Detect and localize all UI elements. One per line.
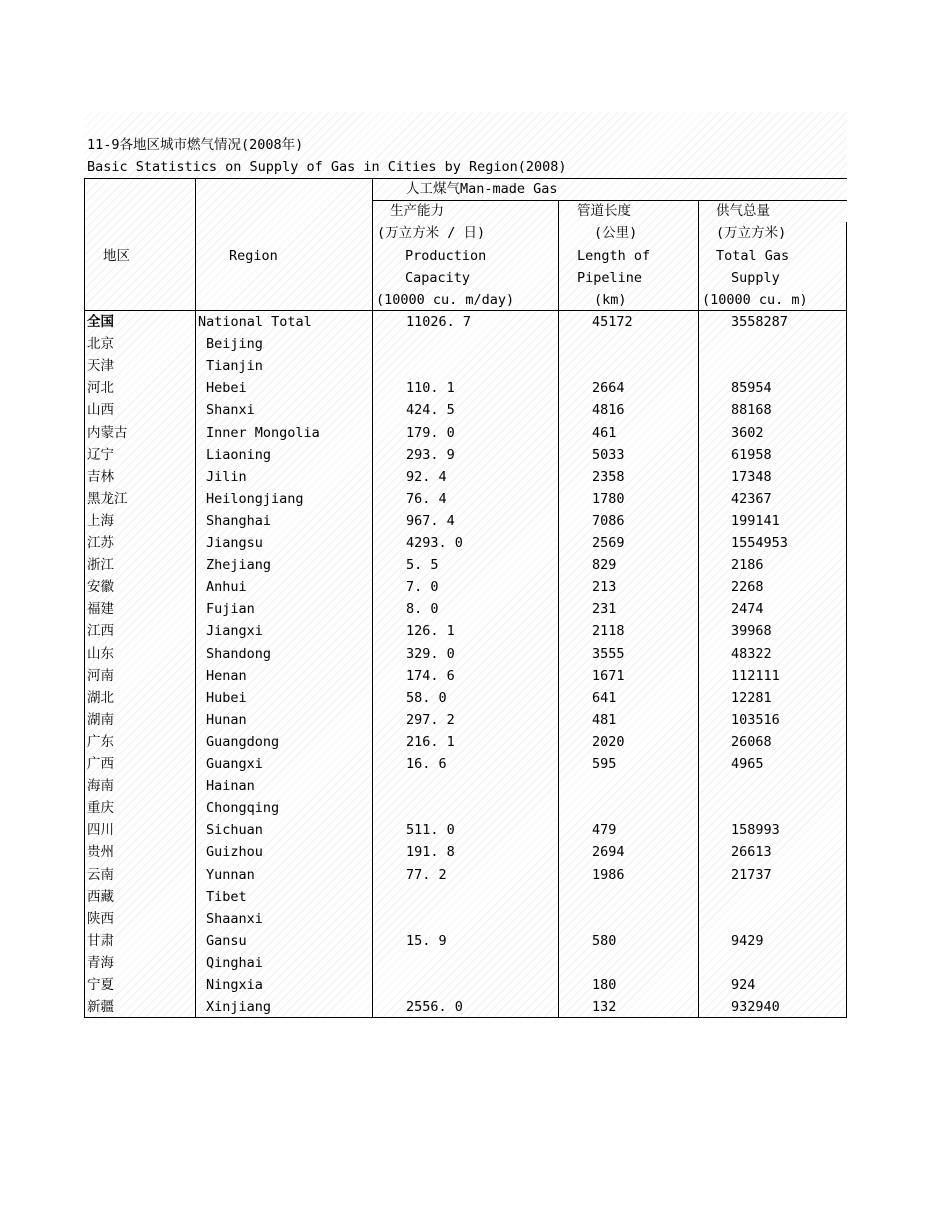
region-name-en: Henan: [206, 667, 247, 684]
region-name-en: Beijing: [206, 336, 263, 353]
pipeline-length-cell: 595: [592, 756, 617, 772]
table-row: [0, 687, 950, 709]
region-name-zh: 云南: [87, 866, 114, 883]
region-name-zh: 湖南: [87, 711, 114, 728]
table-row: [0, 974, 950, 996]
pipeline-length-cell: 2694: [592, 844, 625, 861]
region-name-zh: 湖北: [87, 689, 114, 706]
table-row: [0, 665, 950, 687]
region-name-en: Sichuan: [206, 822, 263, 839]
table-row: [0, 422, 950, 444]
region-name-en: Inner Mongolia: [206, 424, 320, 441]
table-row: [0, 797, 950, 819]
region-name-en: Xinjiang: [206, 999, 272, 1016]
region-name-zh: 黑龙江: [87, 490, 128, 507]
production-capacity-cell: 15. 9: [406, 932, 447, 949]
table-row: [0, 576, 950, 598]
pipeline-length-cell: 641: [592, 689, 617, 706]
region-name-en: Heilongjiang: [206, 490, 304, 507]
pipeline-length-cell: 2664: [592, 380, 625, 397]
pipeline-length-cell: 2020: [592, 733, 625, 750]
production-capacity-cell: 126. 1: [406, 623, 455, 640]
region-name-zh: 安徽: [87, 579, 114, 596]
region-name-en: Hainan: [206, 778, 255, 795]
table-title-zh: 11-9各地区城市燃气情况(2008年): [87, 137, 304, 153]
region-name-zh: 西藏: [87, 888, 114, 905]
production-capacity-cell: 179. 0: [406, 424, 455, 441]
production-capacity-cell: 293. 9: [406, 446, 455, 463]
region-name-en: Chongqing: [206, 800, 280, 817]
table-row: [0, 377, 950, 399]
region-name-zh: 浙江: [87, 557, 114, 574]
gas-supply-cell: 12281: [731, 689, 772, 706]
pipeline-length-cell: 580: [592, 932, 617, 949]
table-row: [0, 643, 950, 665]
region-name-zh: 青海: [87, 954, 114, 971]
pipeline-length-cell: 829: [592, 557, 617, 574]
gas-supply-cell: 924: [731, 977, 756, 993]
pipeline-length-cell: 2118: [592, 623, 625, 640]
gas-supply-cell: 103516: [731, 711, 780, 728]
table-row: [0, 488, 950, 510]
table-row: [0, 355, 950, 377]
table-row: [0, 444, 950, 466]
table-row: [0, 532, 950, 554]
region-name-en: Guangxi: [206, 756, 263, 772]
region-name-en: Gansu: [206, 932, 247, 949]
table-row: [0, 753, 950, 775]
gas-supply-cell: 2268: [731, 579, 764, 596]
gas-supply-cell: 3602: [731, 424, 764, 441]
header-region-en: Region: [229, 248, 278, 264]
table-row: [0, 311, 950, 333]
table-row: [0, 399, 950, 421]
gas-supply-cell: 3558287: [731, 314, 788, 330]
production-capacity-cell: 511. 0: [406, 822, 455, 839]
region-name-zh: 江西: [87, 623, 114, 640]
table-row: [0, 996, 950, 1018]
region-name-en: Qinghai: [206, 954, 263, 971]
region-name-zh: 河北: [87, 380, 114, 397]
region-name-en: Liaoning: [206, 446, 272, 463]
table-row: [0, 620, 950, 642]
production-capacity-cell: 5. 5: [406, 557, 439, 574]
pipeline-length-cell: 1986: [592, 866, 625, 883]
production-capacity-cell: 2556. 0: [406, 999, 463, 1016]
production-capacity-cell: 7. 0: [406, 579, 439, 596]
header-man-made-gas: 人工煤气Man-made Gas: [406, 181, 558, 197]
gas-supply-cell: 932940: [731, 999, 780, 1016]
region-name-en: Shanghai: [206, 512, 272, 529]
table-row: [0, 466, 950, 488]
gas-supply-cell: 112111: [731, 667, 780, 684]
pipeline-length-cell: 213: [592, 579, 617, 596]
table-row: [0, 709, 950, 731]
pipeline-length-cell: 481: [592, 711, 617, 728]
region-name-zh: 宁夏: [87, 977, 114, 993]
region-name-en: Shaanxi: [206, 910, 263, 927]
gas-supply-cell: 26613: [731, 844, 772, 861]
table-row: [0, 930, 950, 952]
region-name-en: Anhui: [206, 579, 247, 596]
table-row: [0, 864, 950, 886]
region-name-en: Tianjin: [206, 358, 263, 375]
region-name-en: Zhejiang: [206, 557, 272, 574]
region-name-zh: 新疆: [87, 999, 114, 1016]
region-name-en: Shanxi: [206, 402, 255, 419]
region-name-zh: 吉林: [87, 468, 114, 485]
region-name-zh: 广西: [87, 756, 114, 772]
table-row: [0, 554, 950, 576]
gas-supply-cell: 88168: [731, 402, 772, 419]
production-capacity-cell: 77. 2: [406, 866, 447, 883]
production-capacity-cell: 16. 6: [406, 756, 447, 772]
region-name-en: Tibet: [206, 888, 247, 905]
region-name-zh: 天津: [87, 358, 114, 375]
pipeline-length-cell: 461: [592, 424, 617, 441]
gas-supply-cell: 1554953: [731, 535, 788, 551]
region-name-zh: 辽宁: [87, 446, 114, 463]
pipeline-length-cell: 1671: [592, 667, 625, 684]
table-row: [0, 819, 950, 841]
table-row: [0, 952, 950, 974]
gas-supply-cell: 39968: [731, 623, 772, 640]
gas-supply-cell: 158993: [731, 822, 780, 839]
production-capacity-cell: 76. 4: [406, 490, 447, 507]
gas-supply-cell: 48322: [731, 645, 772, 662]
gas-supply-cell: 199141: [731, 512, 780, 529]
region-name-en: Yunnan: [206, 866, 255, 883]
region-name-zh: 贵州: [87, 844, 114, 861]
gas-supply-cell: 9429: [731, 932, 764, 949]
table-row: [0, 731, 950, 753]
pipeline-length-cell: 45172: [592, 314, 633, 330]
pipeline-length-cell: 7086: [592, 512, 625, 529]
gas-supply-cell: 61958: [731, 446, 772, 463]
production-capacity-cell: 4293. 0: [406, 535, 463, 551]
region-name-en: Fujian: [206, 601, 255, 618]
region-name-zh: 上海: [87, 512, 114, 529]
table-row: [0, 333, 950, 355]
pipeline-length-cell: 4816: [592, 402, 625, 419]
production-capacity-cell: 329. 0: [406, 645, 455, 662]
production-capacity-cell: 110. 1: [406, 380, 455, 397]
region-name-zh: 全国: [87, 314, 114, 330]
region-name-en: Guizhou: [206, 844, 263, 861]
region-name-zh: 山西: [87, 402, 114, 419]
pipeline-length-cell: 5033: [592, 446, 625, 463]
region-name-en: Hebei: [206, 380, 247, 397]
gas-supply-cell: 26068: [731, 733, 772, 750]
gas-supply-cell: 4965: [731, 756, 764, 772]
gas-supply-cell: 2474: [731, 601, 764, 618]
gas-supply-cell: 17348: [731, 468, 772, 485]
region-name-zh: 内蒙古: [87, 424, 128, 441]
pipeline-length-cell: 2569: [592, 535, 625, 551]
production-capacity-cell: 8. 0: [406, 601, 439, 618]
region-name-zh: 甘肃: [87, 932, 114, 949]
pipeline-length-cell: 132: [592, 999, 617, 1016]
gas-supply-cell: 2186: [731, 557, 764, 574]
production-capacity-cell: 216. 1: [406, 733, 455, 750]
production-capacity-cell: 297. 2: [406, 711, 455, 728]
production-capacity-cell: 92. 4: [406, 468, 447, 485]
region-name-en: Jiangxi: [206, 623, 263, 640]
region-name-en: Ningxia: [206, 977, 263, 993]
production-capacity-cell: 967. 4: [406, 512, 455, 529]
pipeline-length-cell: 3555: [592, 645, 625, 662]
region-name-zh: 河南: [87, 667, 114, 684]
production-capacity-cell: 11026. 7: [406, 314, 472, 330]
table-row: [0, 886, 950, 908]
table-row: [0, 775, 950, 797]
gas-supply-cell: 21737: [731, 866, 772, 883]
region-name-en: Guangdong: [206, 733, 280, 750]
region-name-en: Jilin: [206, 468, 247, 485]
region-name-zh: 陕西: [87, 910, 114, 927]
production-capacity-cell: 174. 6: [406, 667, 455, 684]
pipeline-length-cell: 479: [592, 822, 617, 839]
table-row: [0, 510, 950, 532]
region-name-en: Jiangsu: [206, 535, 263, 551]
pipeline-length-cell: 1780: [592, 490, 625, 507]
region-name-zh: 四川: [87, 822, 114, 839]
region-name-en: National Total: [198, 314, 312, 330]
gas-supply-cell: 42367: [731, 490, 772, 507]
table-row: [0, 908, 950, 930]
production-capacity-cell: 58. 0: [406, 689, 447, 706]
region-name-zh: 广东: [87, 733, 114, 750]
region-name-zh: 海南: [87, 778, 114, 795]
region-name-en: Hubei: [206, 689, 247, 706]
table-row: [0, 841, 950, 863]
header-region-zh: 地区: [103, 248, 130, 264]
pipeline-length-cell: 180: [592, 977, 617, 993]
pipeline-length-cell: 2358: [592, 468, 625, 485]
table-title-en: Basic Statistics on Supply of Gas in Cities by Region(2008): [87, 159, 567, 175]
region-name-zh: 江苏: [87, 535, 114, 551]
region-name-zh: 福建: [87, 601, 114, 618]
region-name-zh: 重庆: [87, 800, 114, 817]
pipeline-length-cell: 231: [592, 601, 617, 618]
region-name-zh: 北京: [87, 336, 114, 353]
table-row: [0, 598, 950, 620]
production-capacity-cell: 191. 8: [406, 844, 455, 861]
region-name-en: Hunan: [206, 711, 247, 728]
region-name-en: Shandong: [206, 645, 272, 662]
gas-supply-cell: 85954: [731, 380, 772, 397]
production-capacity-cell: 424. 5: [406, 402, 455, 419]
region-name-zh: 山东: [87, 645, 114, 662]
